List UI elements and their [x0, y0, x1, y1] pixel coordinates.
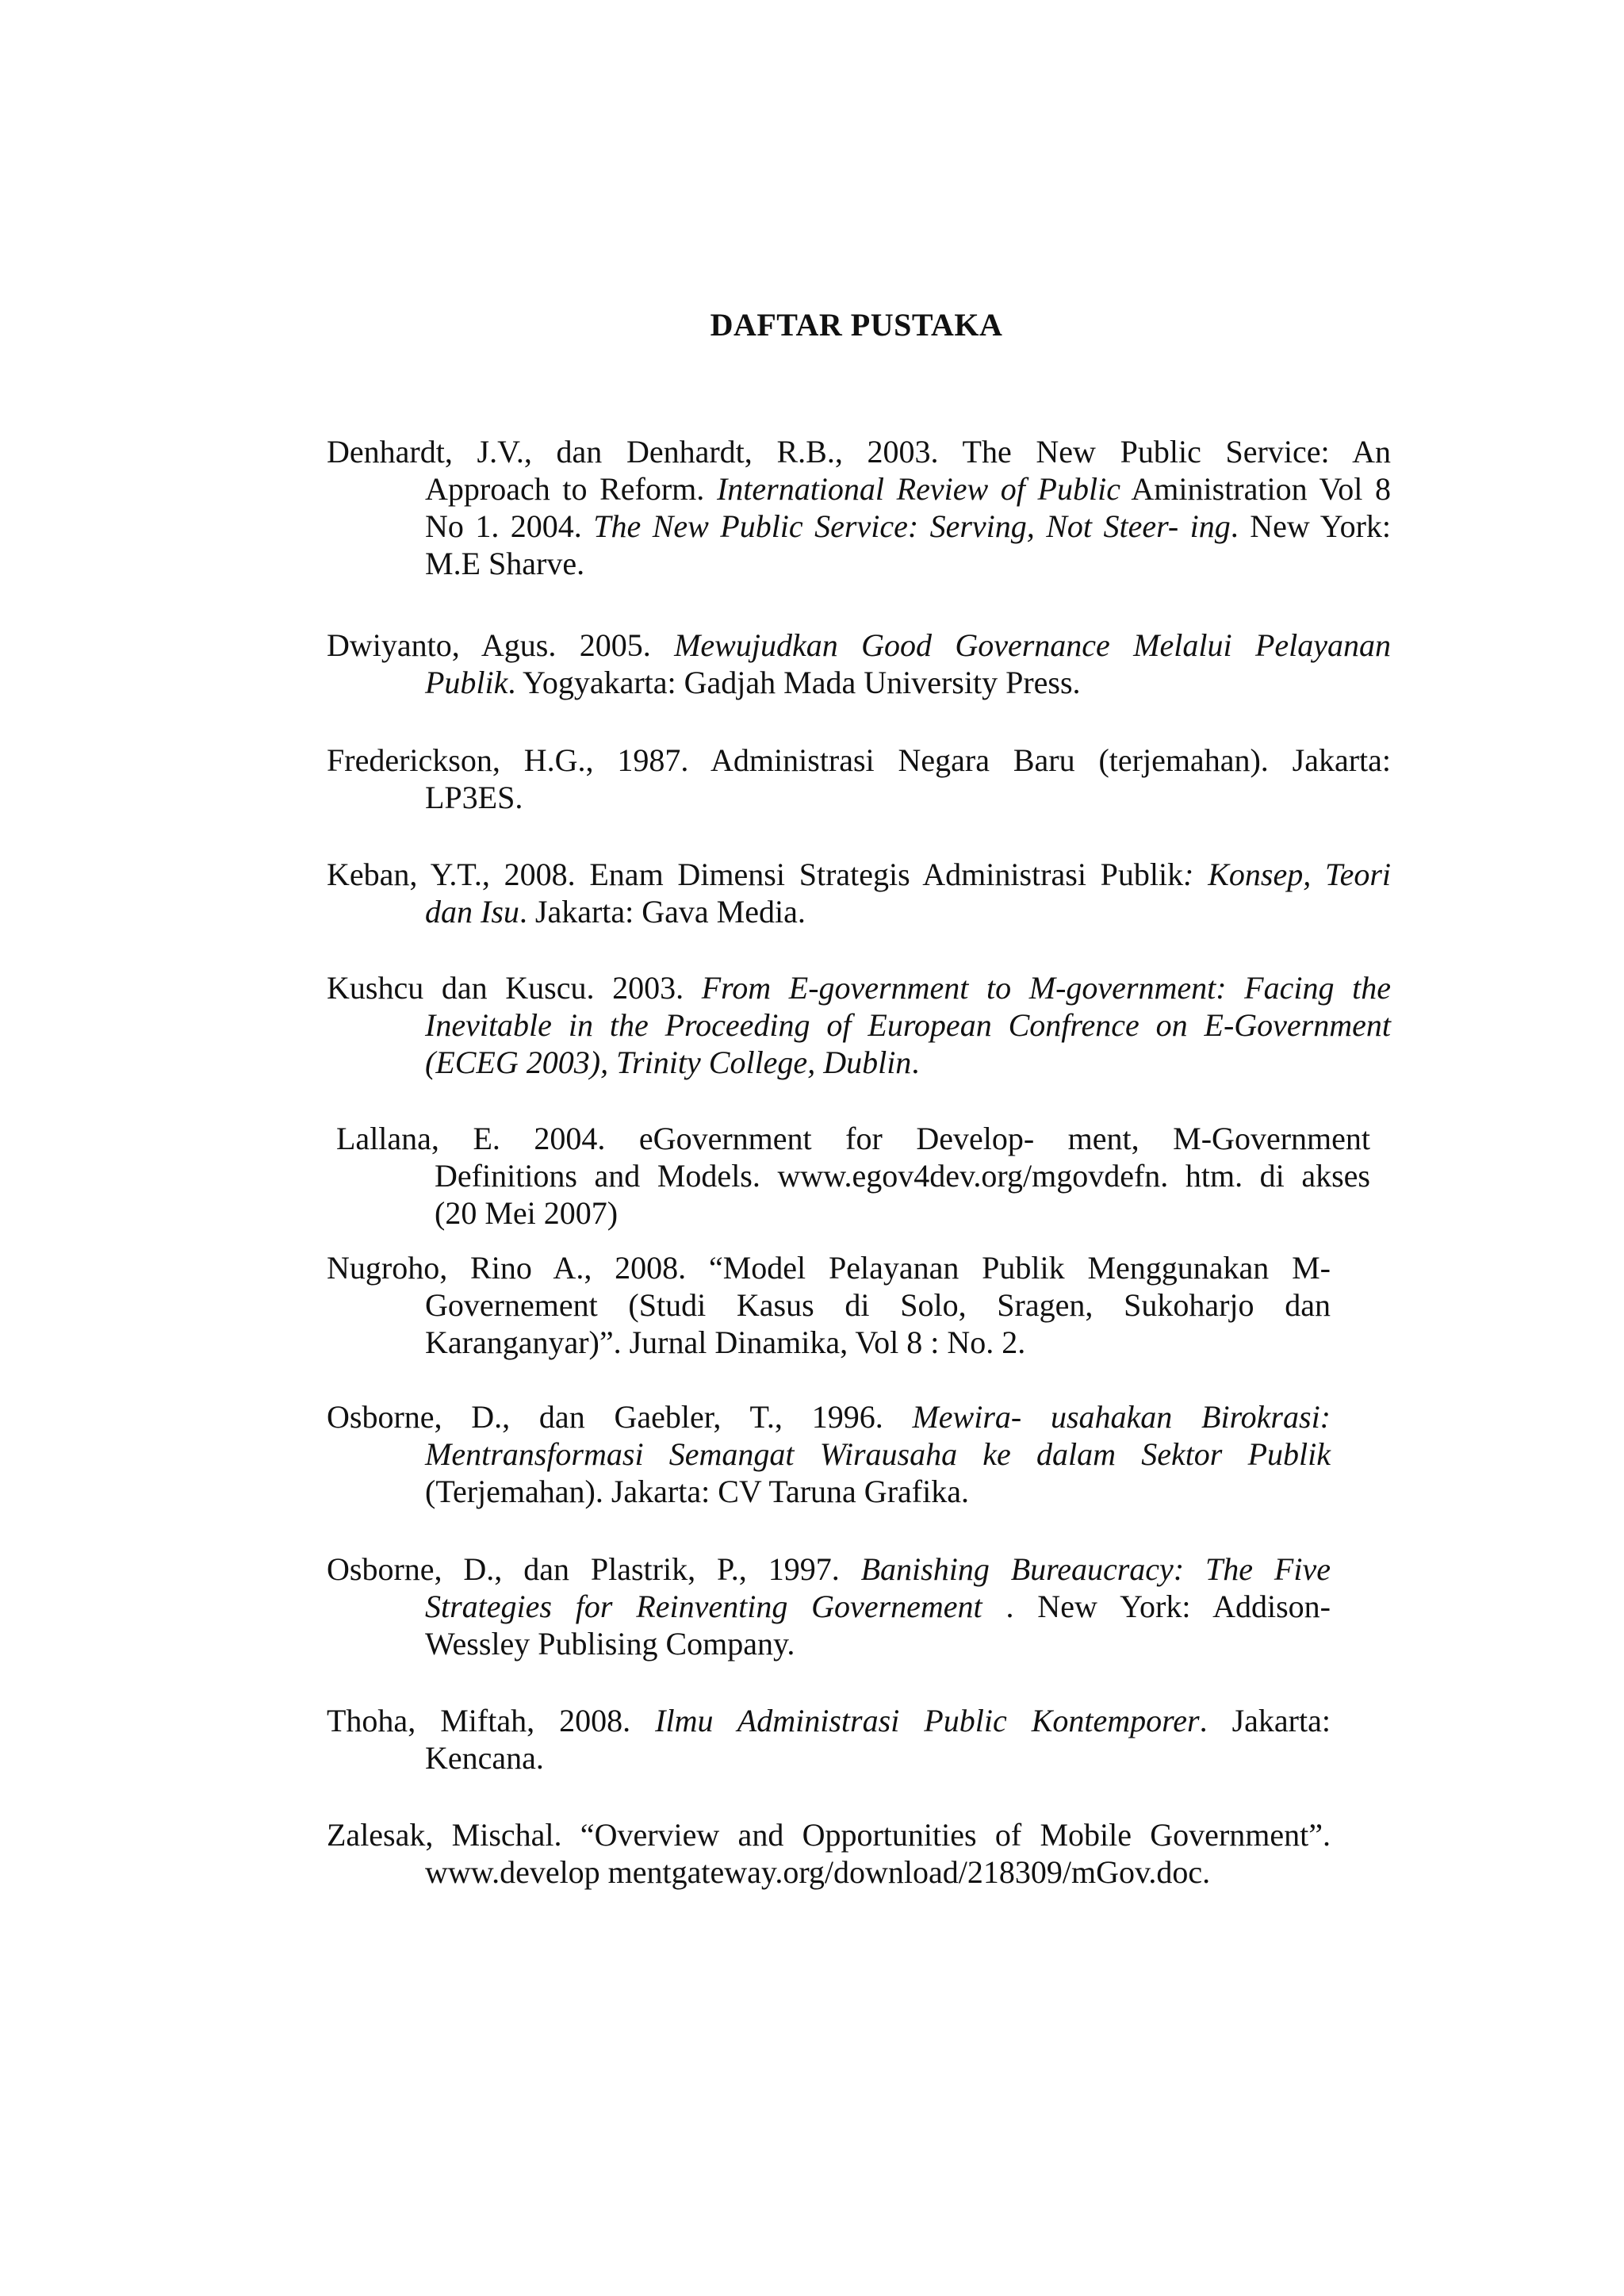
reference-entry — [327, 627, 1391, 701]
reference-entry — [327, 1550, 1331, 1662]
reference-italic-text: Inevitable in the Proceeding of European Confrence on E-Government — [425, 1007, 1391, 1043]
reference-line: Zalesak, Mischal. “Overview and Opportunities of Mobile Government”. — [327, 1817, 1331, 1853]
reference-line: Thoha, Miftah, 2008. Ilmu Administrasi Public Kontemporer. Jakarta: — [327, 1703, 1331, 1738]
reference-line: Osborne, D., dan Plastrik, P., 1997. Banishing Bureaucracy: The Five — [327, 1551, 1331, 1587]
reference-italic-text: Mewujudkan Good Governance Melalui Pelayanan — [674, 627, 1391, 663]
reference-entry — [327, 1702, 1331, 1777]
reference-line: LP3ES. — [425, 780, 523, 815]
reference-italic-text: dan Isu — [425, 894, 519, 930]
reference-italic-text: The New Public Service: Serving, Not Steer- ing — [593, 508, 1231, 544]
reference-line: Dwiyanto, Agus. 2005. Mewujudkan Good Governance Melalui Pelayanan — [327, 627, 1391, 663]
reference-line: www.develop mentgateway.org/download/218309/mGov.doc. — [425, 1854, 1211, 1890]
reference-italic-text: Mewira- usahakan Birokrasi: — [912, 1399, 1331, 1435]
reference-line: Nugroho, Rino A., 2008. “Model Pelayanan Publik Menggunakan M- — [327, 1250, 1331, 1286]
reference-entry — [327, 1816, 1331, 1891]
reference-line: Strategies for Reinventing Governement . New York: Addison- — [425, 1589, 1331, 1624]
reference-line: Publik. Yogyakarta: Gadjah Mada University Press. — [425, 665, 1081, 700]
page-title: DAFTAR PUSTAKA — [710, 307, 1003, 343]
reference-italic-text: Mentransformasi Semangat Wirausaha ke dalam Sektor Publik — [425, 1436, 1331, 1472]
reference-line: Osborne, D., dan Gaebler, T., 1996. Mewira- usahakan Birokrasi: — [327, 1399, 1331, 1435]
reference-line: Keban, Y.T., 2008. Enam Dimensi Strategis Administrasi Publik: Konsep, Teori — [327, 857, 1392, 892]
reference-entry — [327, 742, 1391, 816]
reference-entry — [327, 856, 1391, 930]
reference-line: Approach to Reform. International Review of Public Aministration Vol 8 — [425, 471, 1392, 507]
reference-line — [327, 1006, 1391, 1044]
reference-line: Kushcu dan Kuscu. 2003. From E-government to M-government: Facing the — [327, 970, 1391, 1006]
reference-italic-text: : Konsep, Teori — [1183, 857, 1392, 892]
reference-italic-text: Ilmu Administrasi Public Kontemporer — [655, 1703, 1200, 1738]
reference-italic-text: Strategies for Reinventing Governement — [425, 1589, 982, 1624]
reference-line — [327, 1435, 1331, 1473]
reference-line: No 1. 2004. The New Public Service: Serving, Not Steer- ing. New York: — [425, 508, 1392, 544]
reference-line: Lallana, E. 2004. eGovernment for Develop- ment, M-Government — [336, 1121, 1370, 1156]
reference-entry — [327, 1398, 1331, 1510]
reference-italic-text: Publik — [425, 665, 508, 700]
reference-entry — [327, 433, 1391, 582]
reference-line: (20 Mei 2007) — [435, 1195, 619, 1231]
reference-line: (Terjemahan). Jakarta: CV Taruna Grafika. — [425, 1474, 969, 1509]
reference-line: Denhardt, J.V., dan Denhardt, R.B., 2003. The New Public Service: An — [327, 434, 1391, 470]
reference-entry — [336, 1120, 1370, 1232]
reference-italic-text: International Review of Public — [716, 471, 1120, 507]
reference-italic-text: Banishing Bureaucracy: The Five — [860, 1551, 1331, 1587]
reference-line: dan Isu. Jakarta: Gava Media. — [425, 894, 806, 930]
reference-line: M.E Sharve. — [425, 546, 585, 581]
reference-line: Kencana. — [425, 1740, 544, 1776]
reference-entry — [327, 1249, 1331, 1361]
reference-line: Wessley Publising Company. — [425, 1626, 795, 1662]
reference-italic-text: From E-government to M-government: Facing the — [701, 970, 1391, 1006]
reference-entry — [327, 969, 1391, 1081]
reference-line: Definitions and Models. www.egov4dev.org/mgovdefn. htm. di akses — [435, 1158, 1370, 1194]
reference-line: Karanganyar)”. Jurnal Dinamika, Vol 8 : No. 2. — [425, 1324, 1026, 1360]
reference-line: Governement (Studi Kasus di Solo, Sragen, Sukoharjo dan — [425, 1287, 1331, 1323]
reference-line: (ECEG 2003), Trinity College, Dublin. — [425, 1045, 920, 1080]
reference-line: Frederickson, H.G., 1987. Administrasi Negara Baru (terjemahan). Jakarta: — [327, 742, 1391, 778]
reference-italic-text: (ECEG 2003), Trinity College, Dublin — [425, 1045, 912, 1080]
